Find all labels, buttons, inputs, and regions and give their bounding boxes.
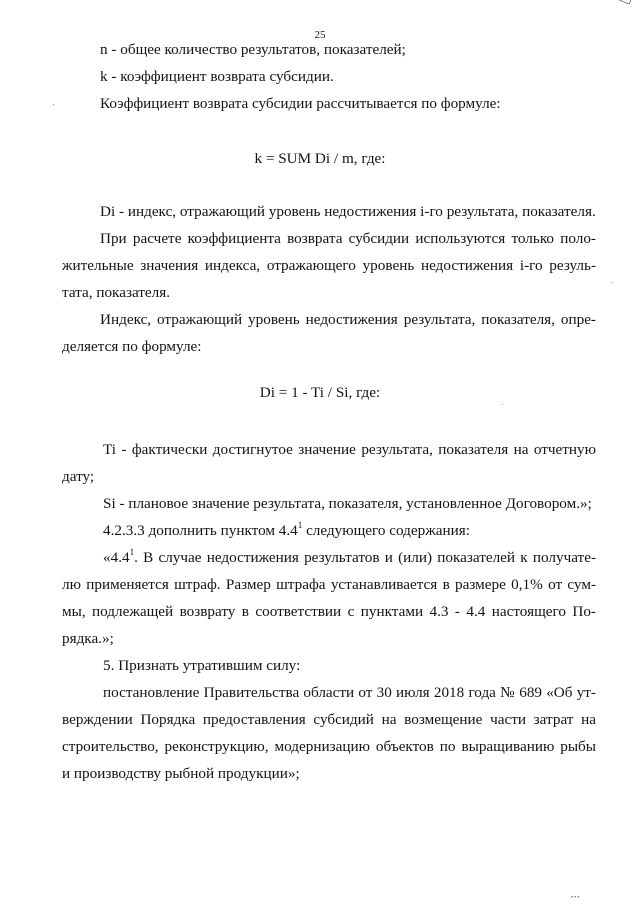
formula-index: Di = 1 - Ti / Si, где:	[259, 384, 381, 401]
text-line: Si - плановое значение результата, показателя, установленное Договором.»;	[103, 495, 592, 512]
text-fragment: «4.4	[103, 549, 130, 566]
page-number: 25	[314, 29, 326, 41]
text-line: деляется по формуле:	[62, 338, 202, 355]
scan-speck	[53, 104, 54, 105]
text-line: При расчете коэффициента возврата субсидии используются только поло-	[100, 230, 596, 247]
scan-speck	[502, 404, 503, 405]
text-line: строительство, реконструкцию, модернизацию объектов по выращиванию рыбы	[62, 738, 596, 755]
text-line: Коэффициент возврата субсидии рассчитывается по формуле:	[100, 95, 501, 112]
text-fragment: 4.2.3.3 дополнить пунктом 4.4	[103, 522, 298, 539]
scan-speck	[612, 282, 613, 283]
text-line: лю применяется штраф. Размер штрафа устанавливается в размере 0,1% от сум-	[62, 576, 596, 593]
text-line: и производству рыбной продукции»;	[62, 765, 300, 782]
text-line: n - общее количество результатов, показателей;	[100, 41, 406, 58]
text-line: дату;	[62, 468, 95, 485]
text-line: k - коэффициент возврата субсидии.	[100, 68, 334, 85]
text-line: Индекс, отражающий уровень недостижения результата, показателя, опре-	[100, 311, 596, 328]
text-line: Di - индекс, отражающий уровень недостижения i-го результата, показателя.	[100, 203, 596, 220]
text-line: 5. Признать утратившим силу:	[103, 657, 301, 674]
scan-artifact-mark: •••	[571, 895, 581, 901]
text-line: жительные значения индекса, отражающего уровень недостижения i-го резуль-	[62, 257, 596, 274]
text-fragment: . В случае недостижения результатов и (или) показателей к получате-	[134, 549, 596, 566]
superscript: 1	[297, 519, 303, 530]
text-line	[103, 546, 596, 567]
text-line: мы, подлежащей возврату в соответствии с пунктами 4.3 - 4.4 настоящего По-	[62, 603, 596, 620]
text-fragment: следующего содержания:	[302, 522, 470, 539]
text-line: рядка.»;	[62, 630, 114, 647]
text-line: верждении Порядка предоставления субсидий на возмещение части затрат на	[62, 711, 596, 728]
text-line: постановление Правительства области от 30 июля 2018 года № 689 «Об ут-	[103, 684, 596, 701]
formula-coefficient: k = SUM Di / m, где:	[254, 150, 386, 167]
superscript: 1	[129, 546, 135, 557]
text-line	[103, 519, 470, 540]
scan-corner-mark	[619, 0, 631, 5]
text-line: тата, показателя.	[62, 284, 171, 301]
text-line: Ti - фактически достигнутое значение результата, показателя на отчетную	[103, 441, 596, 458]
